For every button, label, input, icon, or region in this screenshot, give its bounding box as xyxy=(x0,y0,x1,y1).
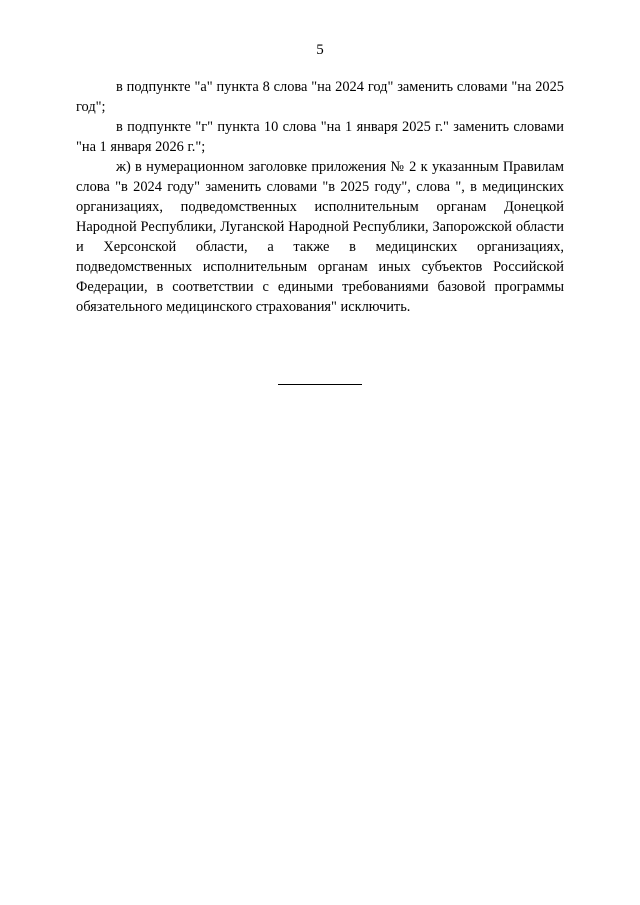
end-separator-line xyxy=(278,384,362,385)
document-body xyxy=(76,77,564,317)
page-number: 5 xyxy=(316,42,324,58)
paragraph-subpoint-g: в подпункте "г" пункта 10 слова "на 1 января 2025 г." заменить словами "на 1 января 2026 г."; xyxy=(76,119,564,155)
paragraph-item-zh: ж) в нумерационном заголовке приложения № 2 к указанным Правилам слова "в 2024 году" заменить словами "в 2025 году", слова ", в медицинских организациях, подведомственных исполнительным органам Донецкой Народной Республики, Луганской Народной Республики, Запорожской области и Херсонской области, а также в медицинских организациях, подведомственных исполнительным органам иных субъектов Российской Федерации, в соответствии с едиными требованиями базовой программы обязательного медицинского страхования" исключить. xyxy=(76,159,564,315)
paragraph-subpoint-a: в подпункте "а" пункта 8 слова "на 2024 год" заменить словами "на 2025 год"; xyxy=(76,79,564,115)
